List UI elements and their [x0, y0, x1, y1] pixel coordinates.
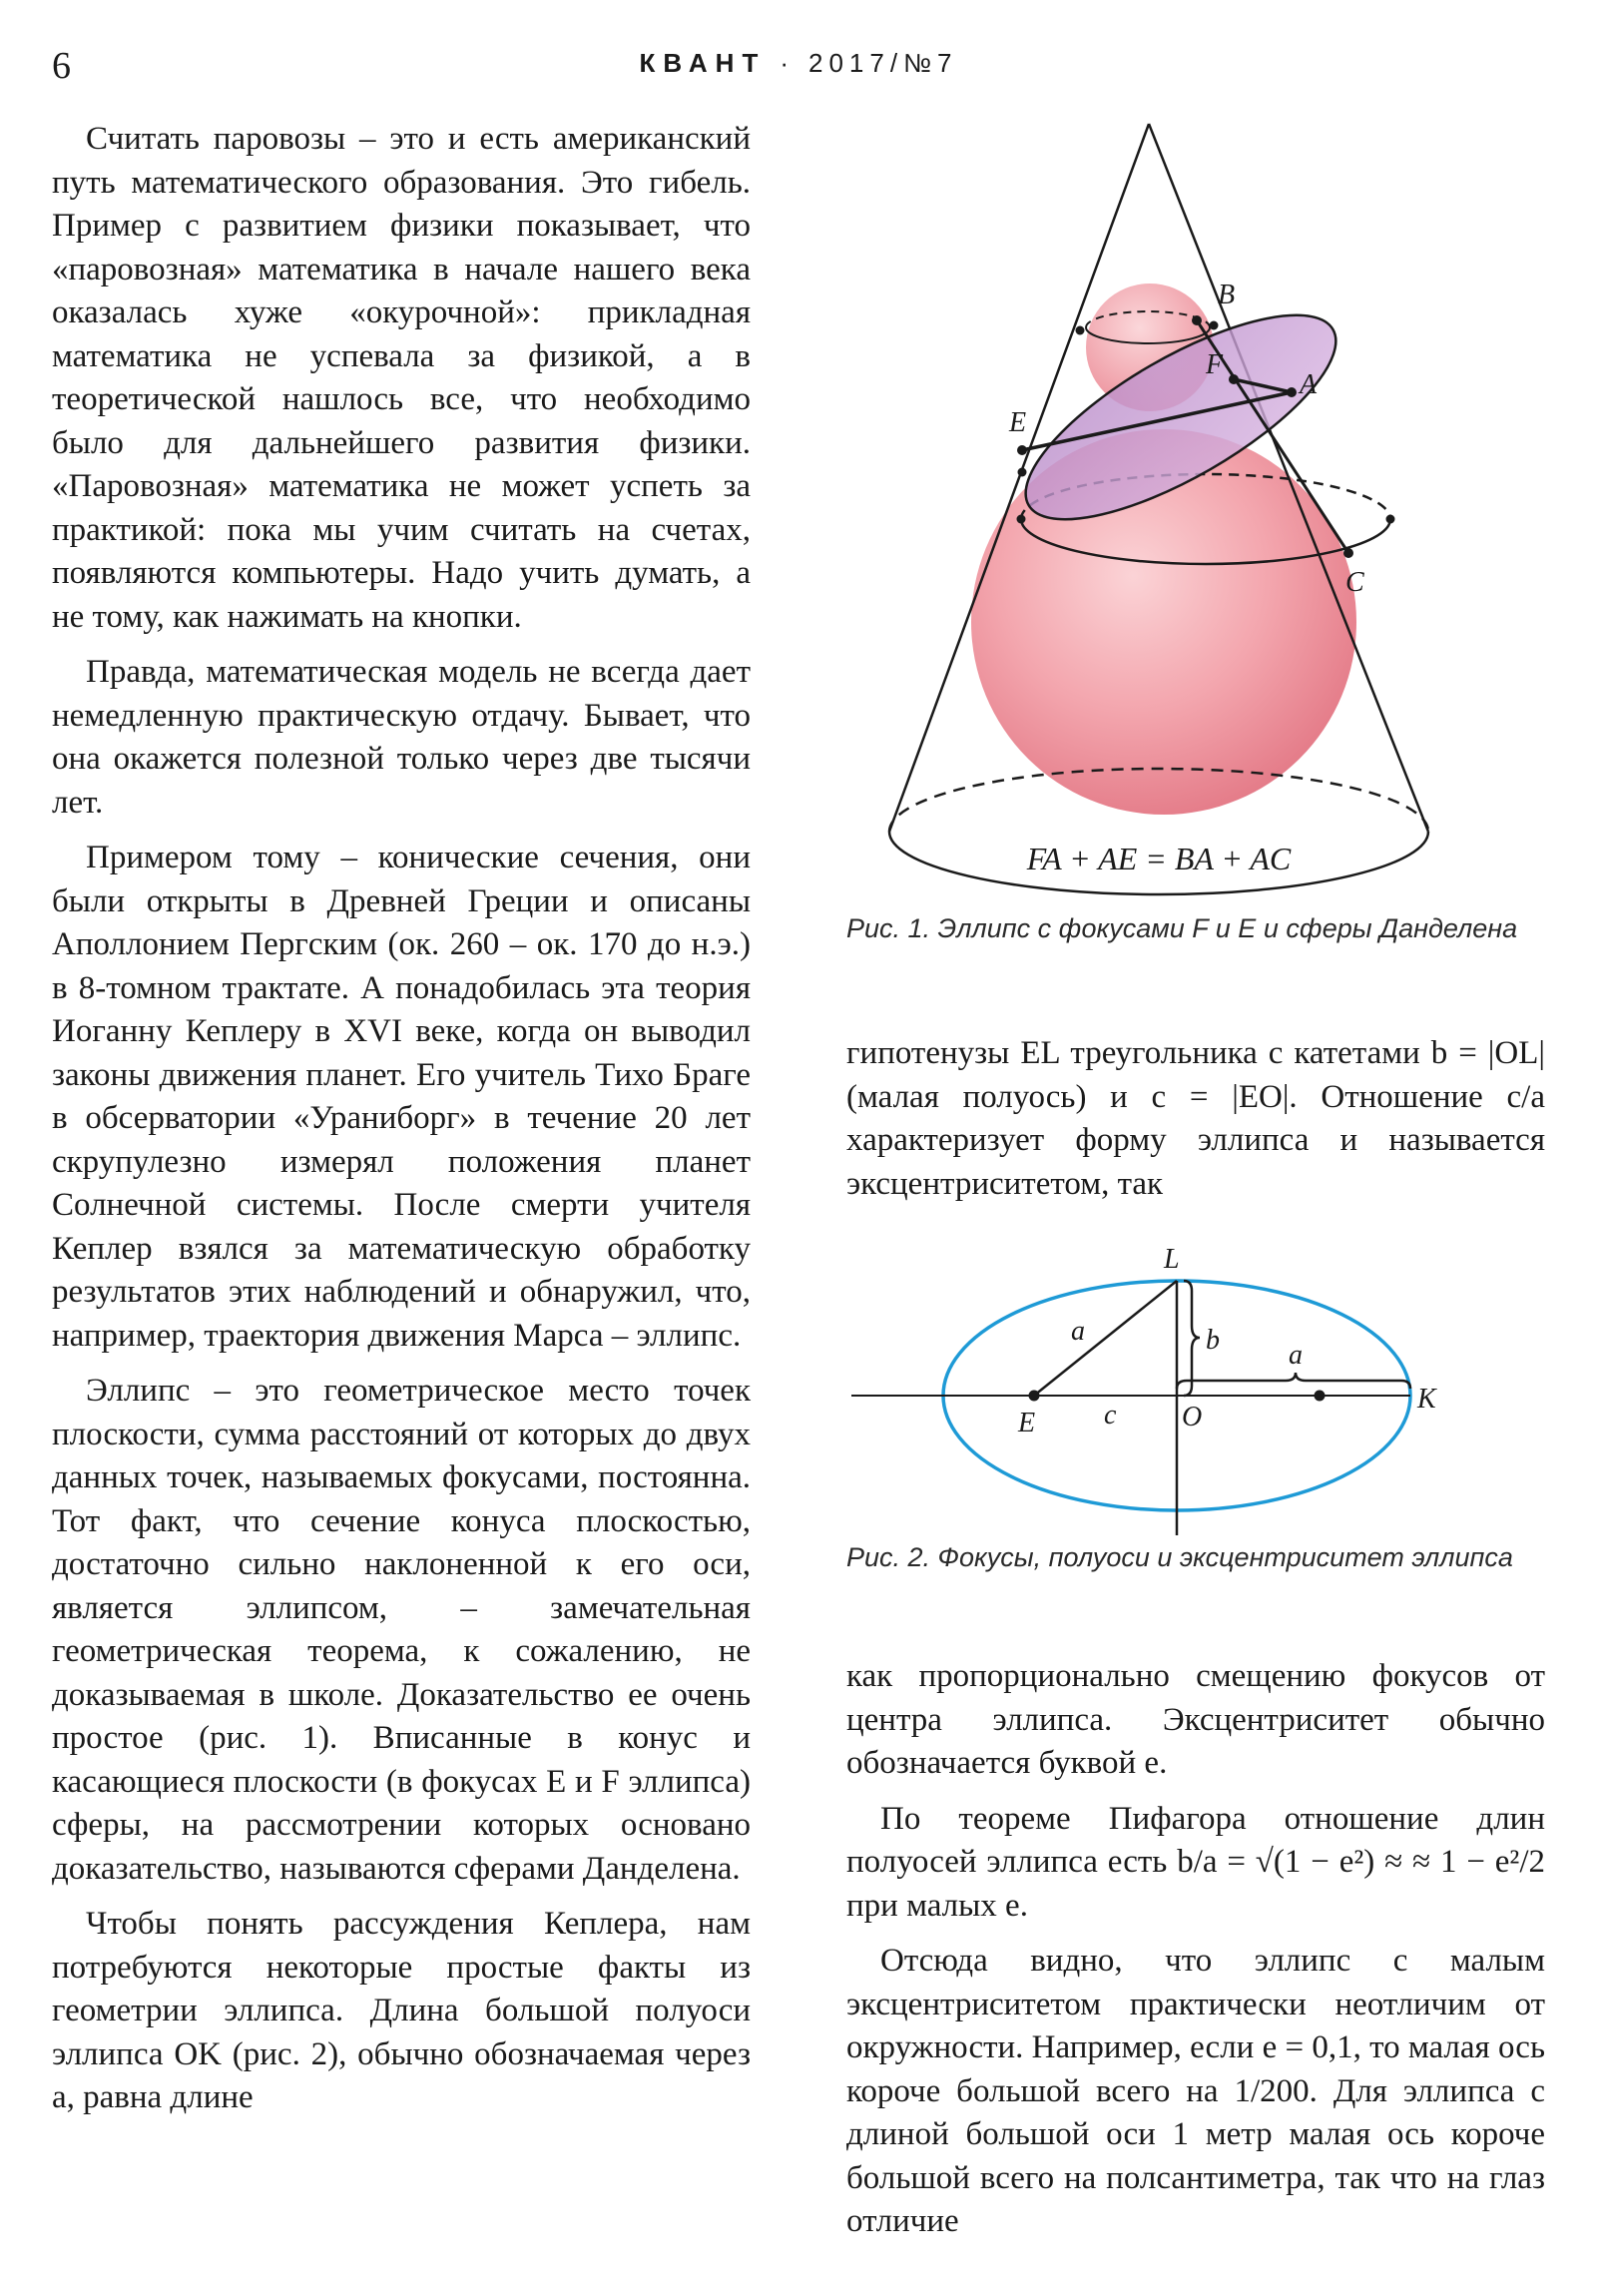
brace-b [1184, 1281, 1200, 1396]
brace-a [1177, 1373, 1410, 1389]
figure1-caption: Рис. 1. Эллипс с фокусами F и E и сферы Данделена [846, 913, 1518, 943]
point-small-right [1210, 321, 1219, 330]
point-left-tangent [1017, 515, 1026, 524]
point-F [1315, 1391, 1326, 1402]
point-F [1229, 374, 1239, 384]
paragraph: Примером тому – конические сечения, они были открыты в Древней Греции и описаны Аполлонием Пергским (ок. 260 – ок. 170 до н.э.) в 8-томном трактате. А понадобилась эта теория Иоганну Кеплеру в XVI веке, когда он выводил законы движения планет. Его учитель Тихо Браге в обсерватории «Ураниборг» в течение 20 лет скрупулезно измерял положения планет Солнечной системы. После смерти учителя Кеплер взялся за математическую обработку результатов этих наблюдений и обнаружил, что, например, траектория движения Марса – эллипс. [52, 840, 751, 1354]
point-B2 [1076, 326, 1085, 335]
page-number: 6 [52, 45, 71, 87]
paragraph: По теореме Пифагора отношение длин полуосей эллипса есть b/a = √(1 − e²) ≈ ≈ 1 − e²/2 при малых e. [846, 1800, 1545, 1924]
paragraph: гипотенузы EL треугольника с катетами b = |OL| (малая полуось) и c = |EO|. Отношение c/a характеризует форму эллипса и называется эксцентриситетом, так [846, 1035, 1545, 1202]
label-a-slant: a [1071, 1316, 1085, 1347]
running-head [0, 48, 1597, 79]
right-column-bottom [846, 1655, 1545, 2244]
label-E: E [1018, 1408, 1036, 1438]
paragraph: Отсюда видно, что эллипс с малым эксцентриситетом практически неотличим от окружности. Например, если e = 0,1, то малая ось короче большой всего на 1/200. Для эллипса с длиной большой оси 1 метр малая ось короче большой всего на полсантиметра, так что на глаз отличие [846, 1943, 1545, 2239]
label-a-horizontal: a [1289, 1340, 1303, 1371]
point-A [1287, 387, 1297, 397]
cone-diagram [846, 118, 1545, 896]
point-B [1192, 315, 1202, 325]
label-K: K [1417, 1384, 1436, 1415]
journal-title: КВАНТ [639, 48, 767, 78]
left-column [52, 118, 751, 2120]
label-E: E [1009, 407, 1027, 438]
paragraph: Эллипс – это геометрическое место точек плоскости, сумма расстояний от которых до двух данных точек, называемых фокусами, постоянна. Тот факт, что сечение конуса плоскостью, достаточно сильно наклоненной к его оси, является эллипсом, – замечательная геометрическая теорема, к сожалению, не доказываемая в школе. Доказательство ее очень простое (рис. 1). Вписанные в конус и касающиеся плоскости (в фокусах E и F эллипса) сферы, на рассмотрении которых основано доказательство, называются сферами Данделена. [52, 1373, 751, 1887]
point-C [1343, 548, 1353, 558]
label-A: A [1300, 369, 1318, 400]
label-B: B [1218, 280, 1236, 310]
header-separator: · [780, 48, 796, 78]
label-F: F [1206, 349, 1224, 380]
figure2-caption: Рис. 2. Фокусы, полуоси и эксцентриситет эллипса [846, 1542, 1513, 1572]
point-E [1029, 1391, 1040, 1402]
figure-dandelin-spheres [846, 118, 1545, 896]
point-right-tangent [1386, 515, 1395, 524]
label-O: O [1182, 1402, 1203, 1433]
paragraph: как пропорционально смещению фокусов от центра эллипса. Эксцентриситет обычно обозначается буквой e. [846, 1658, 1545, 1781]
label-b: b [1206, 1325, 1220, 1356]
ellipse-diagram [846, 1236, 1545, 1545]
label-L: L [1164, 1244, 1180, 1275]
label-c: c [1104, 1400, 1117, 1431]
point-E [1017, 445, 1027, 455]
paragraph: Чтобы понять рассуждения Кеплера, нам потребуются некоторые простые факты из геометрии эллипса. Длина большой полуоси эллипса OK (рис. 2), обычно обозначаемая через a, равна длине [52, 1906, 751, 2115]
figure-ellipse-axes [846, 1236, 1545, 1545]
issue-number: 2017/№7 [808, 48, 958, 78]
right-column-top [846, 1032, 1545, 1206]
label-C: C [1345, 567, 1364, 598]
point-ellipse-left [1018, 468, 1027, 477]
paragraph: Правда, математическая модель не всегда дает немедленную практическую отдачу. Бывает, что она окажется полезной только через две тысячи лет. [52, 654, 751, 821]
paragraph: Считать паровозы – это и есть американский путь математического образования. Это гибель. Пример с развитием физики показывает, что «паровозная» математика в начале нашего века оказалась хуже «окурочной»: прикладная математика не успевала за физикой, а в теоретической нашлось все, что необходимо было для дальнейшего развития физики. «Паровозная» математика не может успеть за практикой: пока мы учим считать на счетах, появляются компьютеры. Надо учить думать, а не тому, как нажимать на кнопки. [52, 121, 751, 635]
formula: FA + AE = BA + AC [1026, 841, 1292, 876]
